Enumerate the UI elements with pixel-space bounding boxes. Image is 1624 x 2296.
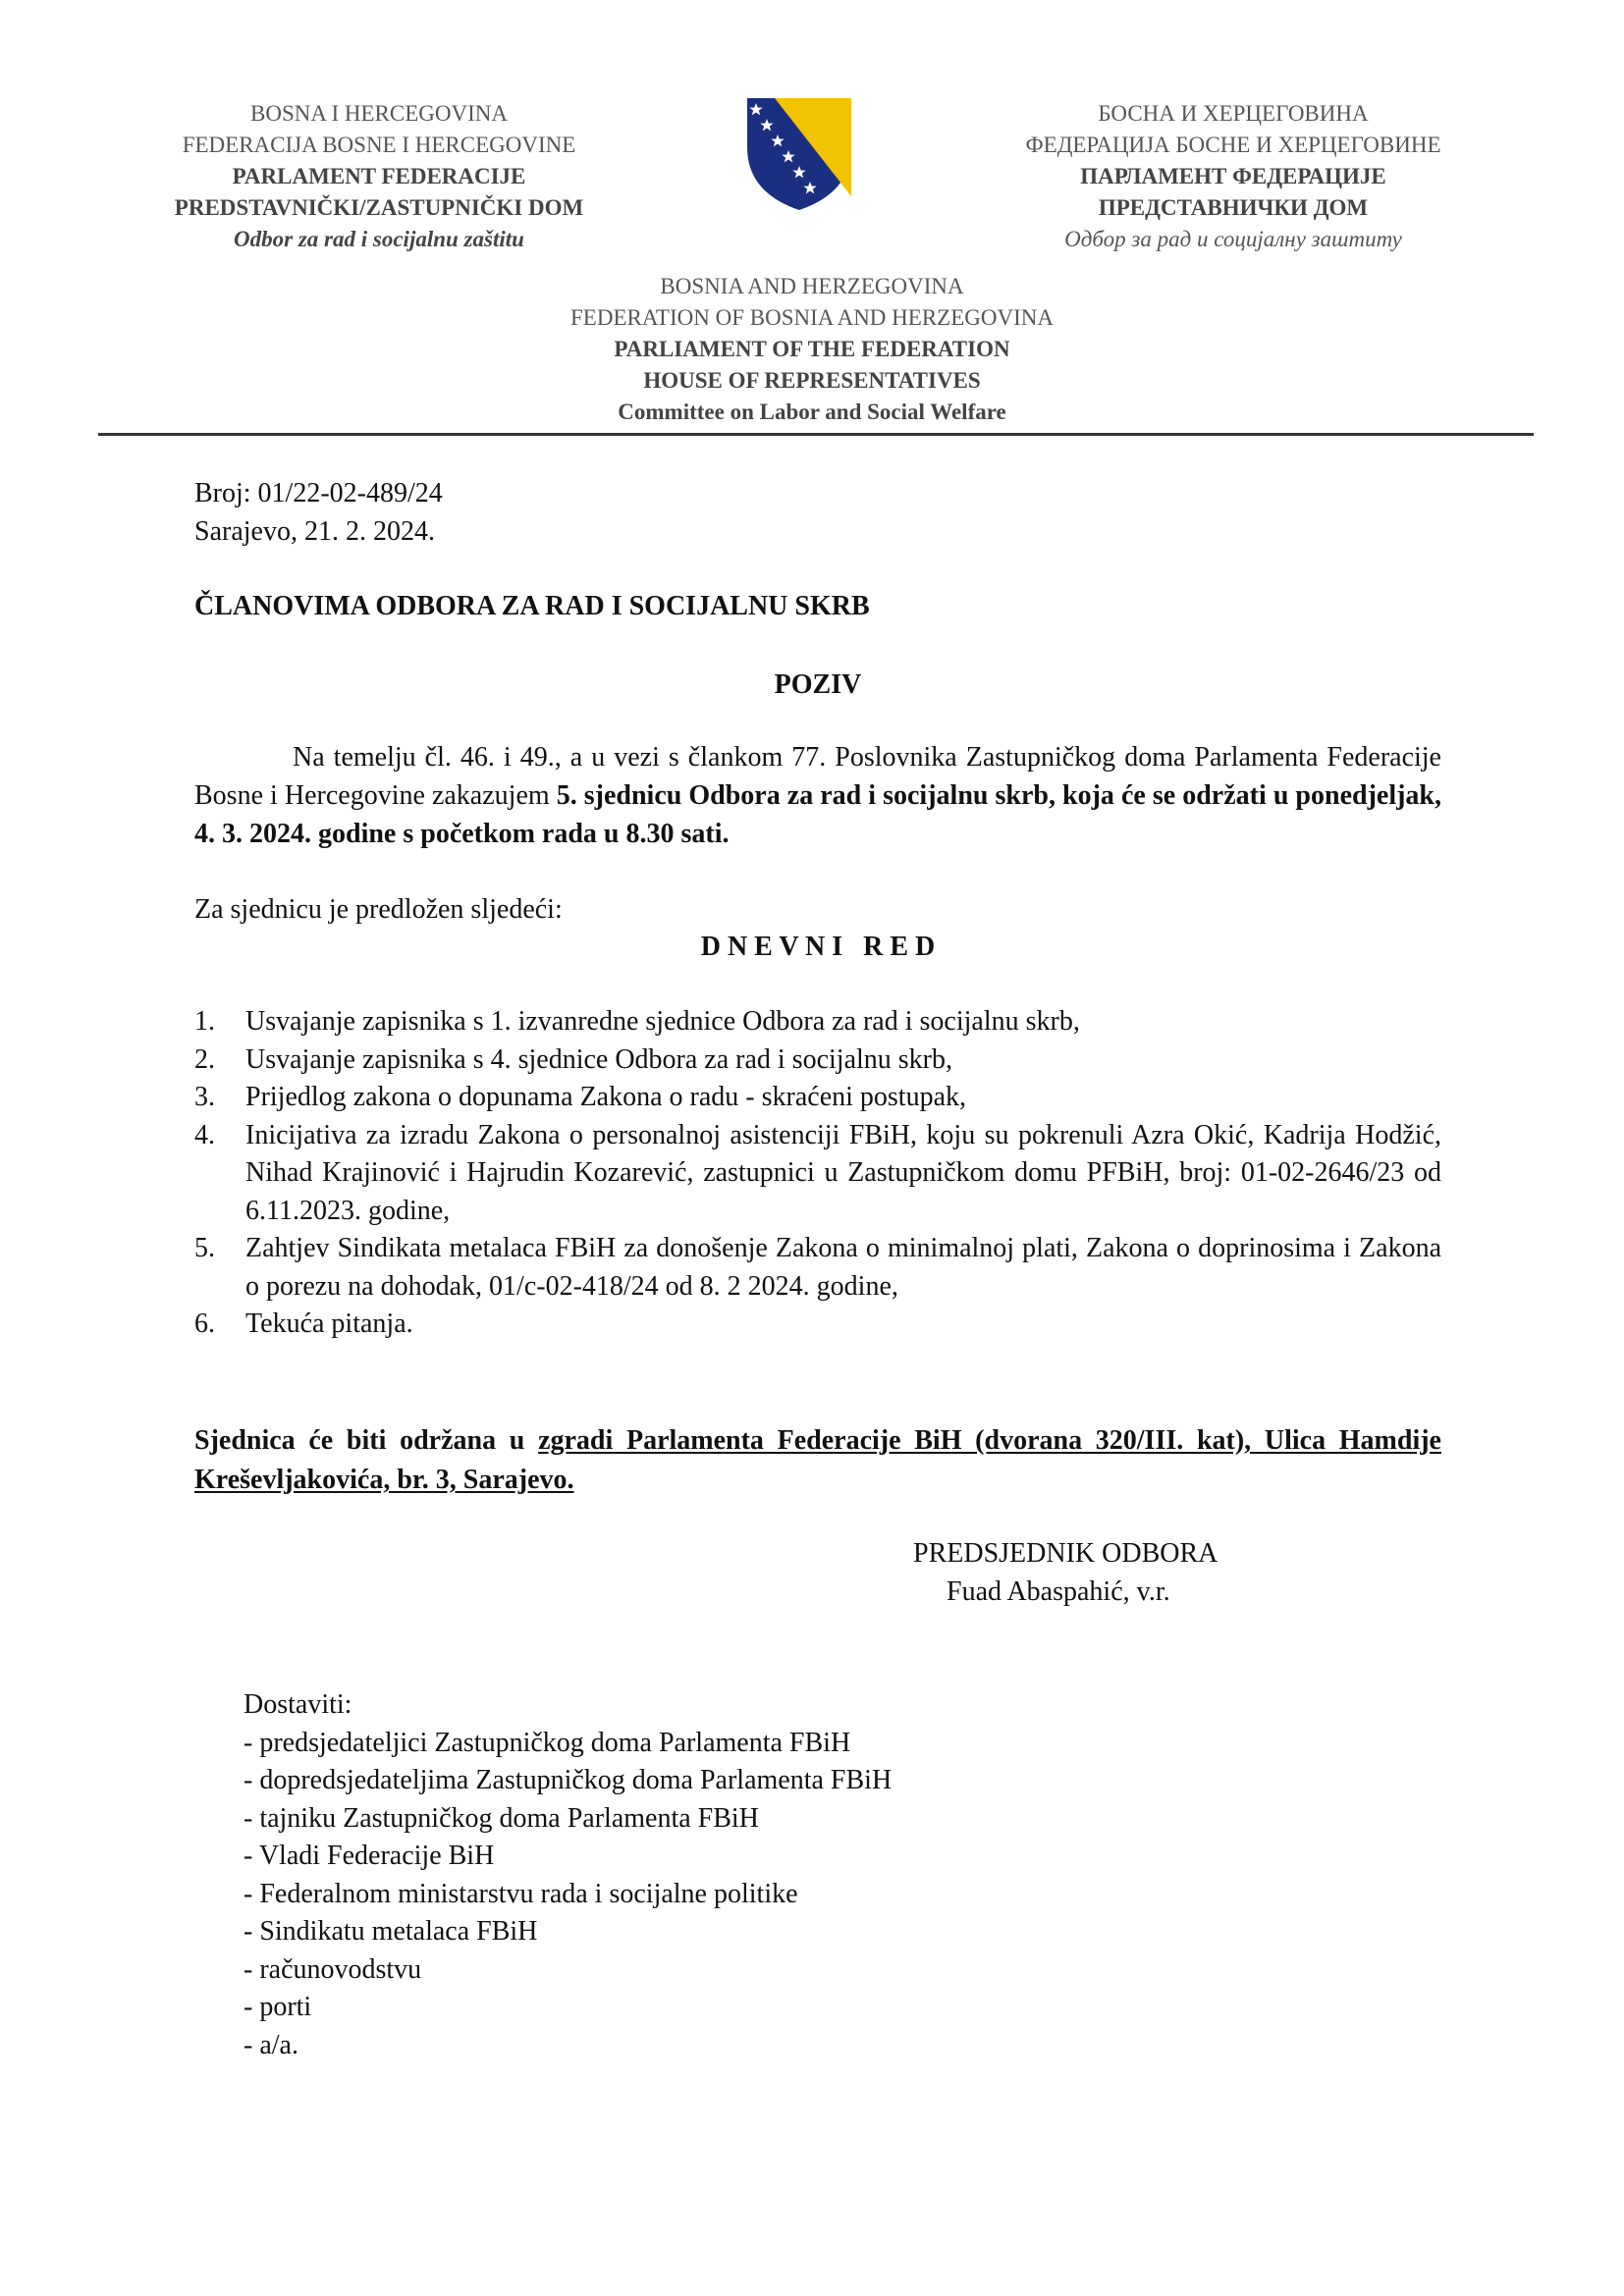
letterhead-center-federation: FEDERATION OF BOSNIA AND HERZEGOVINA	[570, 305, 1054, 330]
letterhead-right-parliament: ПАРЛАМЕНТ ФЕДЕРАЦИЈЕ	[1080, 164, 1386, 188]
document-number: Broj: 01/22-02-489/24	[194, 478, 443, 508]
agenda-item-text: Usvajanje zapisnika s 4. sjednice Odbora za rad i socijalnu skrb,	[245, 1043, 953, 1075]
agenda-list	[194, 1003, 1441, 1344]
letterhead-center	[419, 271, 1205, 428]
letterhead-left	[84, 98, 674, 255]
agenda-item-number: 1.	[194, 1006, 215, 1037]
addressee: ČLANOVIMA ODBORA ZA RAD I SOCIJALNU SKRB	[194, 591, 870, 621]
agenda-item	[194, 1230, 1441, 1306]
coat-of-arms-icon	[741, 96, 857, 212]
distribution-item: - tajniku Zastupničkog doma Parlamenta FBiH	[244, 1802, 759, 1834]
distribution-label: Dostaviti:	[244, 1689, 352, 1720]
agenda-item-number: 2.	[194, 1043, 215, 1075]
agenda-title: D N E V N I R E D	[700, 932, 936, 962]
signer-title: PREDSJEDNIK ODBORA	[913, 1538, 1218, 1569]
letterhead-center-committee: Committee on Labor and Social Welfare	[618, 400, 1006, 424]
agenda-item-number: 3.	[194, 1082, 215, 1112]
distribution-item: - Vladi Federacije BiH	[244, 1841, 495, 1871]
letterhead-center-country: BOSNIA AND HERZEGOVINA	[660, 274, 964, 298]
session-venue-address: zgradi Parlamenta Federacije BiH (dvorana 320/III. kat), Ulica Hamdije Kreševljakovića, br. 3, Sarajevo.	[194, 1425, 1441, 1495]
session-venue	[194, 1421, 1441, 1500]
agenda-item	[194, 1117, 1441, 1231]
letterhead-left-parliament: PARLAMENT FEDERACIJE	[232, 164, 526, 188]
agenda-item	[194, 1041, 1441, 1080]
document-title: POZIV	[774, 669, 862, 700]
session-venue-prefix: Sjednica će biti održana u	[194, 1425, 539, 1456]
letterhead-right-house: ПРЕДСТАВНИЧКИ ДОМ	[1098, 195, 1369, 220]
letterhead-right-country: БОСНА И ХЕРЦЕГОВИНА	[1098, 101, 1369, 126]
agenda-item	[194, 1079, 1441, 1117]
letterhead-left-committee: Odbor za rad i socijalnu zaštitu	[234, 227, 524, 251]
distribution-list	[244, 1686, 1127, 2064]
letterhead-left-federation: FEDERACIJA BOSNE I HERCEGOVINE	[182, 133, 576, 157]
agenda-item-text: Zahtjev Sindikata metalaca FBiH za donošenje Zakona o minimalnoj plati, Zakona o doprinosima i Zakona o porezu na dohodak, 01/c-02-418/24 od 8. 2 2024. godine,	[245, 1233, 1441, 1302]
letterhead-center-parliament: PARLIAMENT OF THE FEDERATION	[614, 337, 1010, 361]
agenda-item-number: 5.	[194, 1233, 215, 1263]
distribution-item: - računovodstvu	[244, 1953, 422, 1985]
agenda-item-text: Usvajanje zapisnika s 1. izvanredne sjednice Odbora za rad i socijalnu skrb,	[245, 1006, 1080, 1037]
agenda-item	[194, 1306, 1441, 1344]
invitation-text: Na temelju čl. 46. i 49., a u vezi s člankom 77. Poslovnika Zastupničkog doma Parlamenta Federacije Bosne i Hercegovine zakazujem	[194, 742, 1441, 811]
letterhead-divider	[98, 433, 1534, 436]
agenda-item-number: 6.	[194, 1308, 215, 1339]
letterhead-center-house: HOUSE OF REPRESENTATIVES	[643, 368, 981, 393]
distribution-item: - a/a.	[244, 2029, 298, 2060]
place-date: Sarajevo, 21. 2. 2024.	[194, 516, 435, 547]
agenda-intro: Za sjednicu je predložen sljedeći:	[194, 894, 563, 925]
agenda-item-text: Tekuća pitanja.	[245, 1308, 413, 1339]
letterhead-right	[939, 98, 1528, 255]
agenda-item-number: 4.	[194, 1119, 215, 1150]
distribution-item: - predsjedateljici Zastupničkog doma Parlamenta FBiH	[244, 1727, 851, 1758]
letterhead-right-committee: Одбор за рад и социјалну заштиту	[1064, 227, 1402, 251]
signer-name: Fuad Abaspahić, v.r.	[947, 1576, 1170, 1607]
agenda-item-text: Prijedlog zakona o dopunama Zakona o radu - skraćeni postupak,	[245, 1082, 967, 1112]
agenda-item-text: Inicijativa za izradu Zakona o personalnoj asistenciji FBiH, koju su pokrenuli Azra Okić, Kadrija Hodžić, Nihad Krajinović i Hajrudin Kozarević, zastupnici u Zastupničkom domu PFBiH, broj: 01-02-2646/23 od 6.11.2023. godine,	[245, 1119, 1441, 1226]
distribution-item: - Sindikatu metalaca FBiH	[244, 1916, 538, 1947]
letterhead-right-federation: ФЕДЕРАЦИЈА БОСНЕ И ХЕРЦЕГОВИНЕ	[1025, 133, 1441, 157]
invitation-paragraph	[194, 738, 1441, 853]
distribution-item: - porti	[244, 1992, 312, 2022]
letterhead-left-country: BOSNA I HERCEGOVINA	[250, 101, 508, 126]
letterhead-left-house: PREDSTAVNIČKI/ZASTUPNIČKI DOM	[174, 195, 584, 220]
distribution-item: - dopredsjedateljima Zastupničkog doma Parlamenta FBiH	[244, 1765, 893, 1795]
distribution-item: - Federalnom ministarstvu rada i socijalne politike	[244, 1878, 798, 1909]
agenda-item	[194, 1003, 1441, 1041]
invitation-session-details: 5. sjednicu Odbora za rad i socijalnu skrb, koja će se održati u ponedjeljak, 4. 3. 2024. godine s početkom rada u 8.30 sati.	[194, 780, 1442, 849]
